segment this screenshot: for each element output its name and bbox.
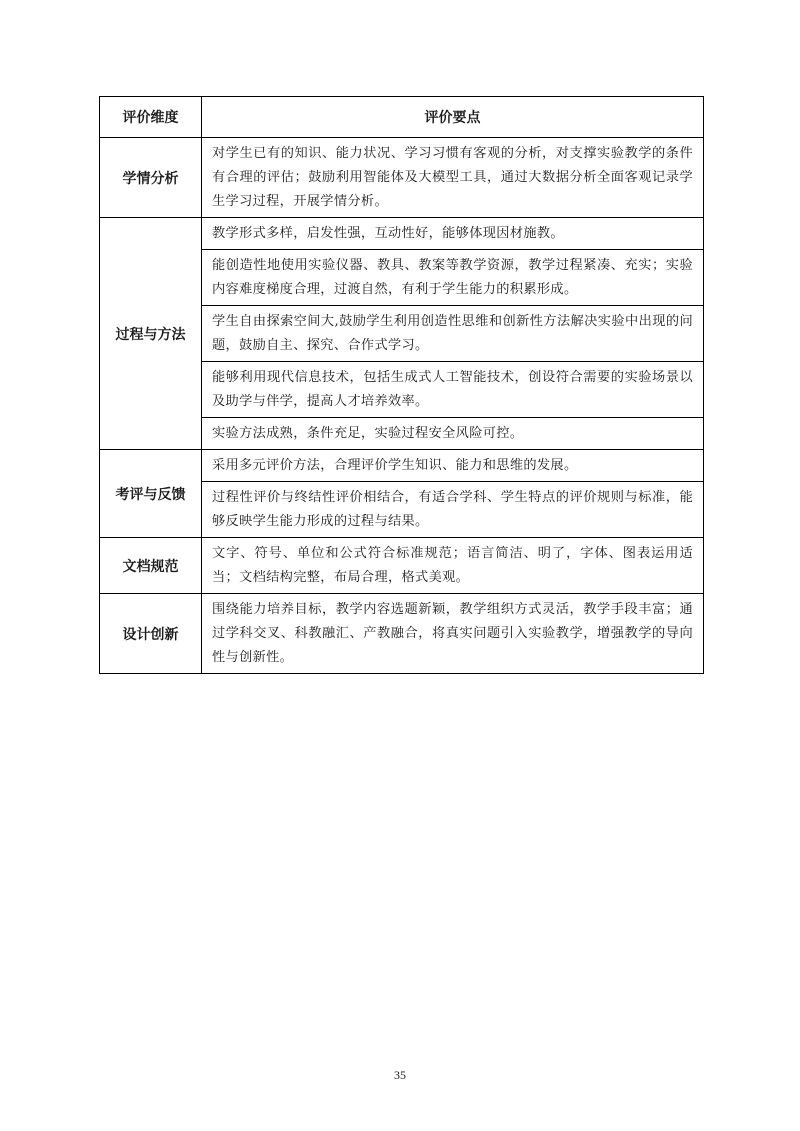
table-row <box>100 538 704 594</box>
point-cell: 采用多元评价方法，合理评价学生知识、能力和思维的发展。 <box>202 450 704 482</box>
point-cell: 围绕能力培养目标，教学内容选题新颖，教学组织方式灵活，教学手段丰富；通过学科交叉、科教融汇、产教融合，将真实问题引入实验教学，增强教学的导向性与创新性。 <box>202 594 704 674</box>
point-cell: 能创造性地使用实验仪器、教具、教案等教学资源，教学过程紧凑、充实；实验内容难度梯度合理，过渡自然，有利于学生能力的积累形成。 <box>202 250 704 306</box>
point-cell: 能够利用现代信息技术，包括生成式人工智能技术，创设符合需要的实验场景以及助学与伴学，提高人才培养效率。 <box>202 362 704 418</box>
point-cell: 文字、符号、单位和公式符合标准规范；语言简洁、明了，字体、图表运用适当；文档结构完整，布局合理，格式美观。 <box>202 538 704 594</box>
table-row <box>100 450 704 482</box>
header-points: 评价要点 <box>202 97 704 138</box>
dimension-cell: 文档规范 <box>100 538 202 594</box>
point-cell: 对学生已有的知识、能力状况、学习习惯有客观的分析，对支撑实验教学的条件有合理的评估；鼓励利用智能体及大模型工具，通过大数据分析全面客观记录学生学习过程，开展学情分析。 <box>202 138 704 218</box>
point-cell: 学生自由探索空间大,鼓励学生利用创造性思维和创新性方法解决实验中出现的问题，鼓励自主、探究、合作式学习。 <box>202 306 704 362</box>
header-dimension: 评价维度 <box>100 97 202 138</box>
page-number: 35 <box>394 1068 406 1082</box>
dimension-cell: 设计创新 <box>100 594 202 674</box>
dimension-cell: 学情分析 <box>100 138 202 218</box>
table-row <box>100 138 704 218</box>
point-cell: 教学形式多样，启发性强，互动性好，能够体现因材施教。 <box>202 218 704 250</box>
dimension-cell: 过程与方法 <box>100 218 202 450</box>
table-row <box>100 218 704 250</box>
table-header-row <box>100 97 704 138</box>
dimension-cell: 考评与反馈 <box>100 450 202 538</box>
point-cell: 实验方法成熟，条件充足，实验过程安全风险可控。 <box>202 418 704 450</box>
table-row <box>100 594 704 674</box>
evaluation-table <box>99 96 704 674</box>
point-cell: 过程性评价与终结性评价相结合，有适合学科、学生特点的评价规则与标准，能够反映学生能力形成的过程与结果。 <box>202 482 704 538</box>
